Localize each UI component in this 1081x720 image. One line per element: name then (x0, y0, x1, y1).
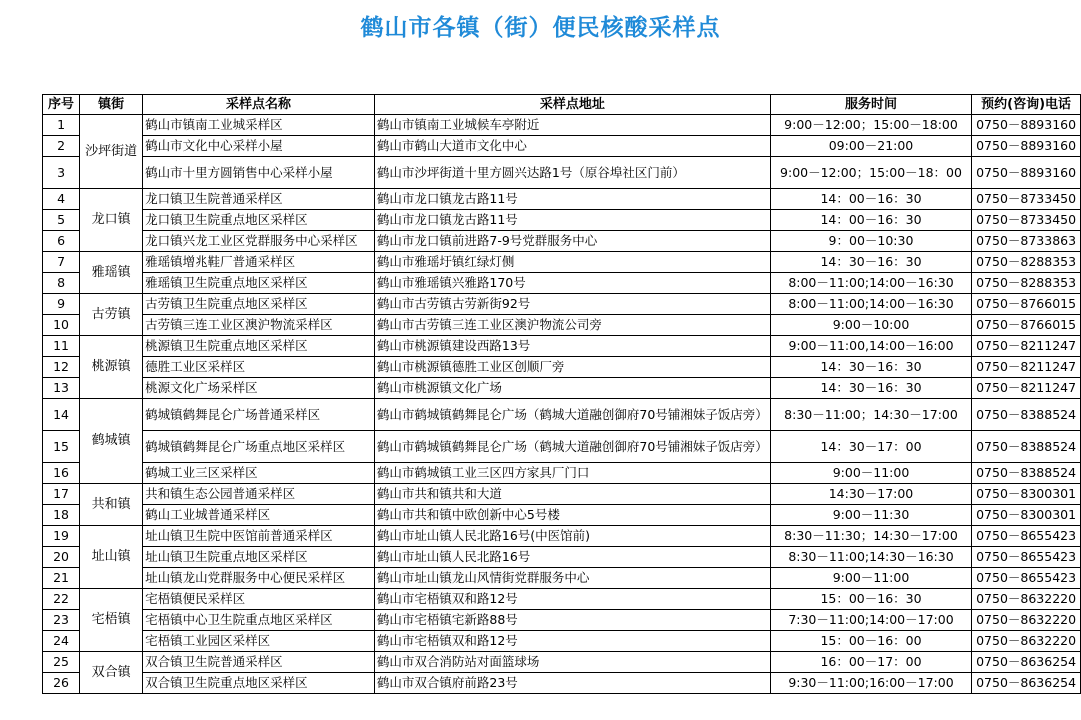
service-hours: 8:30－11:30；14:30－17:00 (770, 526, 971, 547)
header-town: 镇街 (80, 95, 143, 115)
row-no: 9 (43, 294, 80, 315)
service-hours: 9:30－11:00;16:00－17:00 (770, 673, 971, 694)
site-name: 古劳镇三连工业区澳沪物流采样区 (143, 315, 375, 336)
site-address: 鹤山市鹤城镇工业三区四方家具厂门口 (374, 463, 770, 484)
table-row (43, 652, 1081, 673)
site-address: 鹤山市龙口镇龙古路11号 (374, 210, 770, 231)
table-row (43, 189, 1081, 210)
site-address: 鹤山市雅瑶镇兴雅路170号 (374, 273, 770, 294)
row-no: 5 (43, 210, 80, 231)
site-address: 鹤山市鹤城镇鹤舞昆仑广场（鹤城大道融创御府70号铺湘妹子饭店旁） (374, 399, 770, 431)
row-no: 3 (43, 157, 80, 189)
site-name: 雅瑶镇增兆鞋厂普通采样区 (143, 252, 375, 273)
table-row (43, 378, 1081, 399)
site-name: 宅梧镇中心卫生院重点地区采样区 (143, 610, 375, 631)
table-row (43, 526, 1081, 547)
phone: 0750－8893160 (972, 136, 1081, 157)
service-hours: 9:00－10:00 (770, 315, 971, 336)
row-no: 20 (43, 547, 80, 568)
site-name: 双合镇卫生院普通采样区 (143, 652, 375, 673)
service-hours: 9:00－11:00,14:00－16:00 (770, 336, 971, 357)
service-hours: 15：00－16：00 (770, 631, 971, 652)
row-no: 10 (43, 315, 80, 336)
town-cell: 古劳镇 (80, 294, 143, 336)
phone: 0750－8211247 (972, 336, 1081, 357)
town-cell: 双合镇 (80, 652, 143, 694)
service-hours: 8:30－11:00；14:30－17:00 (770, 399, 971, 431)
phone: 0750－8632220 (972, 631, 1081, 652)
table-row (43, 399, 1081, 431)
phone: 0750－8288353 (972, 252, 1081, 273)
phone: 0750－8388524 (972, 399, 1081, 431)
row-no: 16 (43, 463, 80, 484)
row-no: 1 (43, 115, 80, 136)
phone: 0750－8388524 (972, 431, 1081, 463)
site-name: 鹤城镇鹤舞昆仑广场普通采样区 (143, 399, 375, 431)
header-site-address: 采样点地址 (374, 95, 770, 115)
service-hours: 9:00－11:00 (770, 568, 971, 589)
site-name: 址山镇卫生院重点地区采样区 (143, 547, 375, 568)
phone: 0750－8655423 (972, 526, 1081, 547)
service-hours: 9:00－11:00 (770, 463, 971, 484)
site-name: 龙口镇卫生院重点地区采样区 (143, 210, 375, 231)
table-row (43, 631, 1081, 652)
site-address: 鹤山市双合消防站对面篮球场 (374, 652, 770, 673)
table-row (43, 463, 1081, 484)
header-phone: 预约(咨询)电话 (972, 95, 1081, 115)
service-hours: 14：00－16：30 (770, 189, 971, 210)
site-name: 址山镇龙山党群服务中心便民采样区 (143, 568, 375, 589)
phone: 0750－8733450 (972, 210, 1081, 231)
site-name: 鹤城工业三区采样区 (143, 463, 375, 484)
site-address: 鹤山市宅梧镇双和路12号 (374, 589, 770, 610)
site-address: 鹤山市桃源镇德胜工业区创顺厂旁 (374, 357, 770, 378)
site-address: 鹤山市双合镇府前路23号 (374, 673, 770, 694)
phone: 0750－8632220 (972, 589, 1081, 610)
row-no: 12 (43, 357, 80, 378)
header-no: 序号 (43, 95, 80, 115)
phone: 0750－8766015 (972, 315, 1081, 336)
phone: 0750－8655423 (972, 568, 1081, 589)
header-service-hours: 服务时间 (770, 95, 971, 115)
service-hours: 8:00－11:00;14:00－16:30 (770, 294, 971, 315)
sampling-sites-table (42, 94, 1081, 694)
site-address: 鹤山市沙坪街道十里方圆兴达路1号（原谷埠社区门前） (374, 157, 770, 189)
phone: 0750－8288353 (972, 273, 1081, 294)
town-cell: 共和镇 (80, 484, 143, 526)
site-name: 桃源镇卫生院重点地区采样区 (143, 336, 375, 357)
table-row (43, 136, 1081, 157)
site-address: 鹤山市共和镇中欧创新中心5号楼 (374, 505, 770, 526)
row-no: 19 (43, 526, 80, 547)
service-hours: 14：30－16：30 (770, 378, 971, 399)
table-row (43, 252, 1081, 273)
table-header-row (43, 95, 1081, 115)
row-no: 23 (43, 610, 80, 631)
site-address: 鹤山市址山镇龙山风情街党群服务中心 (374, 568, 770, 589)
site-address: 鹤山市鹤山大道市文化中心 (374, 136, 770, 157)
site-name: 鹤山市十里方圆销售中心采样小屋 (143, 157, 375, 189)
site-name: 龙口镇卫生院普通采样区 (143, 189, 375, 210)
service-hours: 14：30－17：00 (770, 431, 971, 463)
phone: 0750－8636254 (972, 652, 1081, 673)
phone: 0750－8766015 (972, 294, 1081, 315)
site-name: 宅梧镇工业园区采样区 (143, 631, 375, 652)
phone: 0750－8388524 (972, 463, 1081, 484)
table-row (43, 547, 1081, 568)
row-no: 21 (43, 568, 80, 589)
site-address: 鹤山市桃源镇建设西路13号 (374, 336, 770, 357)
service-hours: 14:30－17:00 (770, 484, 971, 505)
phone: 0750－8893160 (972, 115, 1081, 136)
phone: 0750－8733450 (972, 189, 1081, 210)
table-row (43, 231, 1081, 252)
service-hours: 8:30－11:00;14:30－16:30 (770, 547, 971, 568)
table-row (43, 315, 1081, 336)
table-row (43, 484, 1081, 505)
town-cell: 鹤城镇 (80, 399, 143, 484)
phone: 0750－8636254 (972, 673, 1081, 694)
site-name: 鹤城镇鹤舞昆仑广场重点地区采样区 (143, 431, 375, 463)
row-no: 17 (43, 484, 80, 505)
service-hours: 7:30－11:00;14:00－17:00 (770, 610, 971, 631)
service-hours: 14：00－16：30 (770, 210, 971, 231)
row-no: 14 (43, 399, 80, 431)
table-row (43, 610, 1081, 631)
table-row (43, 294, 1081, 315)
town-cell: 沙坪街道 (80, 115, 143, 189)
row-no: 2 (43, 136, 80, 157)
phone: 0750－8300301 (972, 484, 1081, 505)
site-address: 鹤山市共和镇共和大道 (374, 484, 770, 505)
phone: 0750－8211247 (972, 378, 1081, 399)
table-row (43, 273, 1081, 294)
service-hours: 14：30－16：30 (770, 252, 971, 273)
phone: 0750－8655423 (972, 547, 1081, 568)
service-hours: 14：30－16：30 (770, 357, 971, 378)
row-no: 7 (43, 252, 80, 273)
table-row (43, 673, 1081, 694)
site-address: 鹤山市址山镇人民北路16号(中医馆前) (374, 526, 770, 547)
service-hours: 9:00－12:00；15:00－18：00 (770, 157, 971, 189)
site-name: 共和镇生态公园普通采样区 (143, 484, 375, 505)
phone: 0750－8300301 (972, 505, 1081, 526)
phone: 0750－8893160 (972, 157, 1081, 189)
site-address: 鹤山市鹤城镇鹤舞昆仑广场（鹤城大道融创御府70号铺湘妹子饭店旁） (374, 431, 770, 463)
site-name: 古劳镇卫生院重点地区采样区 (143, 294, 375, 315)
service-hours: 9:00－11:30 (770, 505, 971, 526)
town-cell: 桃源镇 (80, 336, 143, 399)
table-row (43, 357, 1081, 378)
site-name: 鹤山市镇南工业城采样区 (143, 115, 375, 136)
site-address: 鹤山市宅梧镇双和路12号 (374, 631, 770, 652)
phone: 0750－8211247 (972, 357, 1081, 378)
table-row (43, 589, 1081, 610)
row-no: 15 (43, 431, 80, 463)
service-hours: 8:00－11:00;14:00－16:30 (770, 273, 971, 294)
site-address: 鹤山市龙口镇前进路7-9号党群服务中心 (374, 231, 770, 252)
table-row (43, 157, 1081, 189)
row-no: 25 (43, 652, 80, 673)
site-name: 宅梧镇便民采样区 (143, 589, 375, 610)
row-no: 11 (43, 336, 80, 357)
service-hours: 15：00－16：30 (770, 589, 971, 610)
site-address: 鹤山市古劳镇古劳新街92号 (374, 294, 770, 315)
phone: 0750－8632220 (972, 610, 1081, 631)
site-name: 桃源文化广场采样区 (143, 378, 375, 399)
site-address: 鹤山市古劳镇三连工业区澳沪物流公司旁 (374, 315, 770, 336)
site-address: 鹤山市镇南工业城候车亭附近 (374, 115, 770, 136)
site-name: 鹤山工业城普通采样区 (143, 505, 375, 526)
site-name: 双合镇卫生院重点地区采样区 (143, 673, 375, 694)
table-row (43, 431, 1081, 463)
table-row (43, 115, 1081, 136)
site-name: 鹤山市文化中心采样小屋 (143, 136, 375, 157)
service-hours: 16：00－17：00 (770, 652, 971, 673)
page-title: 鹤山市各镇（街）便民核酸采样点 (360, 15, 721, 41)
header-site-name: 采样点名称 (143, 95, 375, 115)
town-cell: 雅瑶镇 (80, 252, 143, 294)
row-no: 22 (43, 589, 80, 610)
row-no: 13 (43, 378, 80, 399)
row-no: 18 (43, 505, 80, 526)
row-no: 8 (43, 273, 80, 294)
site-address: 鹤山市宅梧镇宅新路88号 (374, 610, 770, 631)
town-cell: 龙口镇 (80, 189, 143, 252)
table-row (43, 210, 1081, 231)
site-address: 鹤山市雅瑶圩镇红绿灯侧 (374, 252, 770, 273)
phone: 0750－8733863 (972, 231, 1081, 252)
town-cell: 宅梧镇 (80, 589, 143, 652)
site-address: 鹤山市桃源镇文化广场 (374, 378, 770, 399)
table-row (43, 505, 1081, 526)
site-name: 雅瑶镇卫生院重点地区采样区 (143, 273, 375, 294)
row-no: 4 (43, 189, 80, 210)
site-name: 址山镇卫生院中医馆前普通采样区 (143, 526, 375, 547)
table-row (43, 336, 1081, 357)
site-address: 鹤山市址山镇人民北路16号 (374, 547, 770, 568)
service-hours: 9:00－12:00；15:00－18:00 (770, 115, 971, 136)
service-hours: 9：00－10:30 (770, 231, 971, 252)
site-address: 鹤山市龙口镇龙古路11号 (374, 189, 770, 210)
table-row (43, 568, 1081, 589)
town-cell: 址山镇 (80, 526, 143, 589)
row-no: 6 (43, 231, 80, 252)
site-name: 龙口镇兴龙工业区党群服务中心采样区 (143, 231, 375, 252)
row-no: 26 (43, 673, 80, 694)
row-no: 24 (43, 631, 80, 652)
service-hours: 09:00－21:00 (770, 136, 971, 157)
site-name: 德胜工业区采样区 (143, 357, 375, 378)
